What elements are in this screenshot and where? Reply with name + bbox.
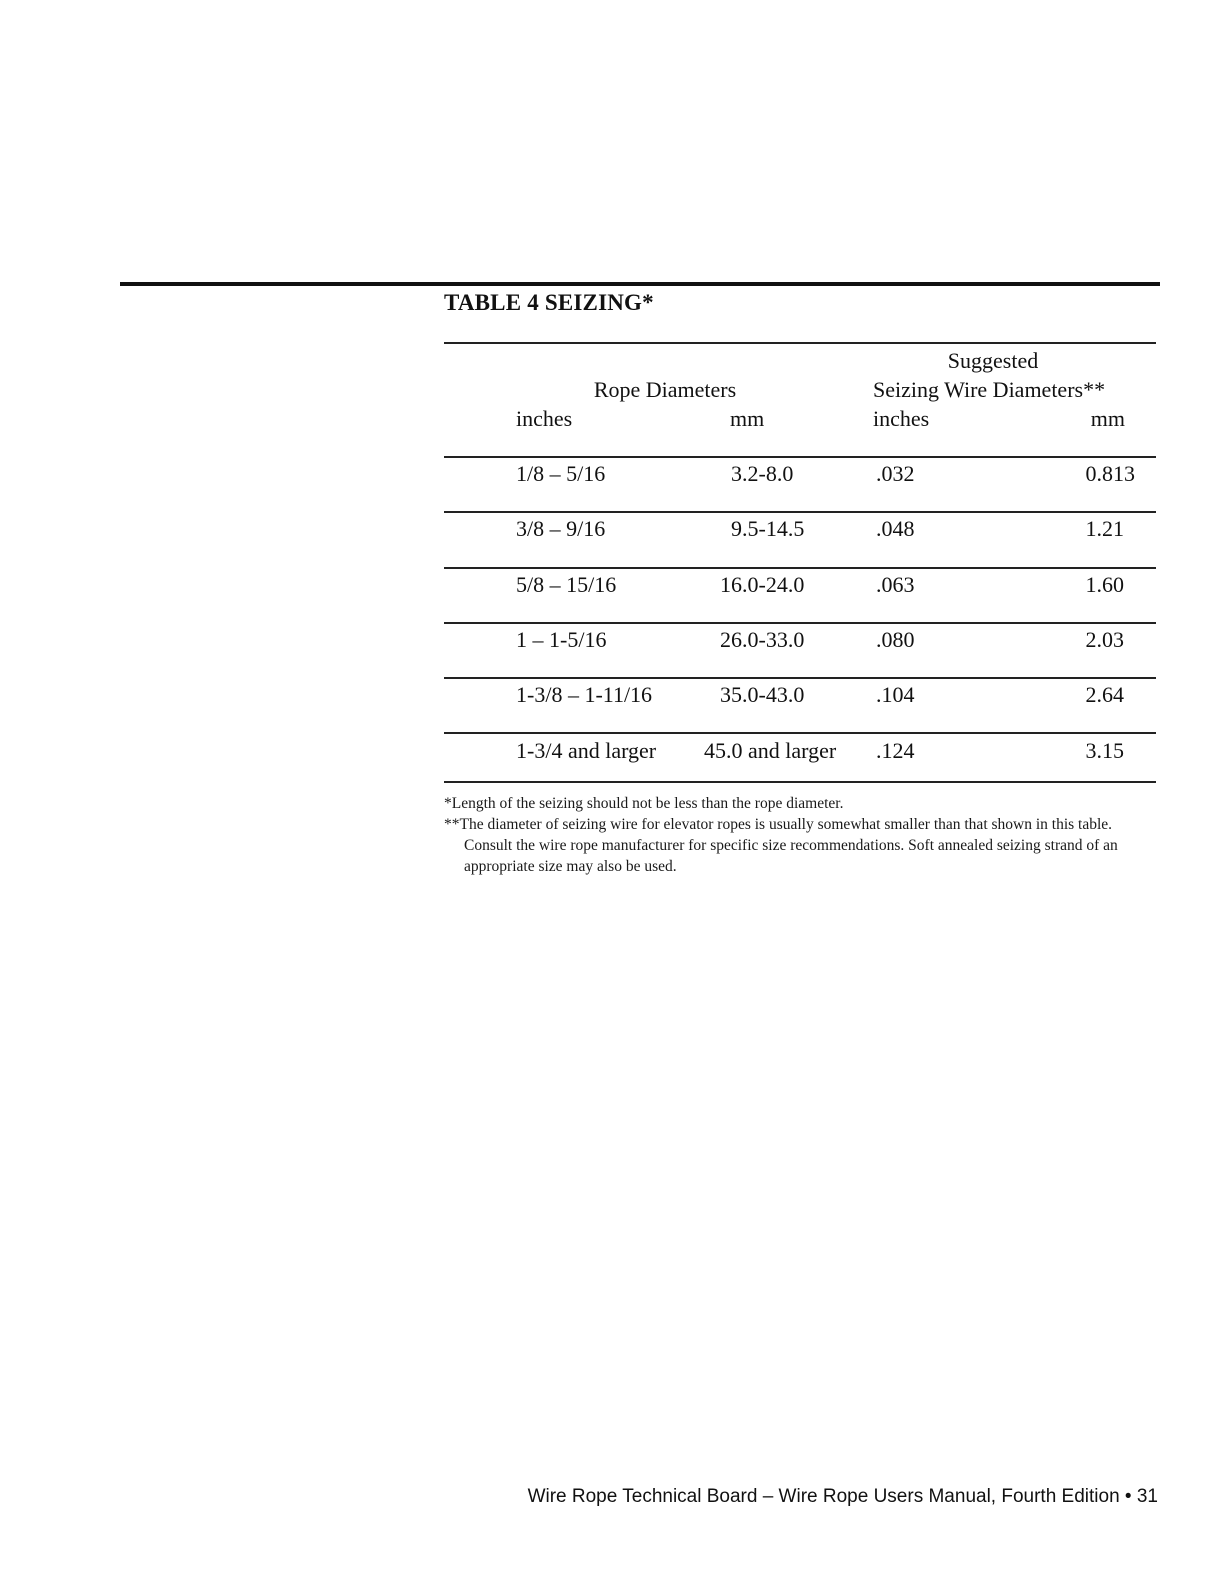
row-1-wire-inches: .032 [876, 461, 915, 486]
row-4-wire-inches: .080 [876, 627, 915, 652]
header-rope-inches: inches [516, 406, 573, 431]
row-4-wire-mm: 2.03 [1085, 627, 1124, 652]
row-3-rope-mm: 16.0-24.0 [720, 572, 805, 597]
row-6-rope-mm: 45.0 and larger [704, 738, 837, 763]
row-5-rope-mm: 35.0-43.0 [720, 682, 805, 707]
page-footer: Wire Rope Technical Board – Wire Rope Users Manual, Fourth Edition • 31 [527, 1486, 1158, 1507]
row-3-rule [444, 622, 1156, 624]
table-title: TABLE 4 SEIZING* [444, 290, 654, 315]
row-2-wire-inches: .048 [876, 516, 915, 541]
row-5-wire-inches: .104 [876, 682, 915, 707]
footnote-1: *Length of the seizing should not be less than the rope diameter. [444, 795, 844, 812]
table-bottom-rule [444, 781, 1156, 783]
row-5-wire-mm: 2.64 [1085, 682, 1124, 707]
table-top-rule [444, 342, 1156, 344]
row-3-rope-inches: 5/8 – 15/16 [516, 572, 617, 597]
row-1-rope-mm: 3.2-8.0 [731, 461, 794, 486]
header-rule [444, 456, 1156, 458]
row-6-wire-inches: .124 [876, 738, 915, 763]
footnote-2: **The diameter of seizing wire for elevator ropes is usually somewhat smaller than that shown in this table. Consult the wire rope manufacturer for specific size recommendations. Soft annealed seizing strand of an appropriate size may also be used. [444, 816, 1118, 875]
header-wire-mm: mm [1090, 406, 1125, 431]
row-6-wire-mm: 3.15 [1085, 738, 1124, 763]
row-2-wire-mm: 1.21 [1085, 516, 1124, 541]
row-2-rope-inches: 3/8 – 9/16 [516, 516, 606, 541]
row-4-rope-mm: 26.0-33.0 [720, 627, 805, 652]
row-3-wire-inches: .063 [876, 572, 915, 597]
header-rope-mm: mm [730, 406, 765, 431]
header-wire-inches: inches [873, 406, 930, 431]
header-seizing-wire-diameters: Seizing Wire Diameters** [873, 377, 1106, 402]
row-1-wire-mm: 0.813 [1085, 461, 1135, 486]
row-4-rope-inches: 1 – 1-5/16 [516, 627, 607, 652]
row-1-rope-inches: 1/8 – 5/16 [516, 461, 606, 486]
row-1-rule [444, 511, 1156, 513]
top-rule [120, 282, 1160, 286]
row-6-rope-inches: 1-3/4 and larger [516, 738, 657, 763]
footnotes [444, 793, 1156, 877]
header-rope-diameters: Rope Diameters [593, 377, 737, 402]
row-2-rope-mm: 9.5-14.5 [731, 516, 805, 541]
header-suggested: Suggested [947, 348, 1039, 373]
row-4-rule [444, 677, 1156, 679]
row-3-wire-mm: 1.60 [1085, 572, 1124, 597]
row-5-rule [444, 732, 1156, 734]
row-2-rule [444, 567, 1156, 569]
row-5-rope-inches: 1-3/8 – 1-11/16 [516, 682, 653, 707]
